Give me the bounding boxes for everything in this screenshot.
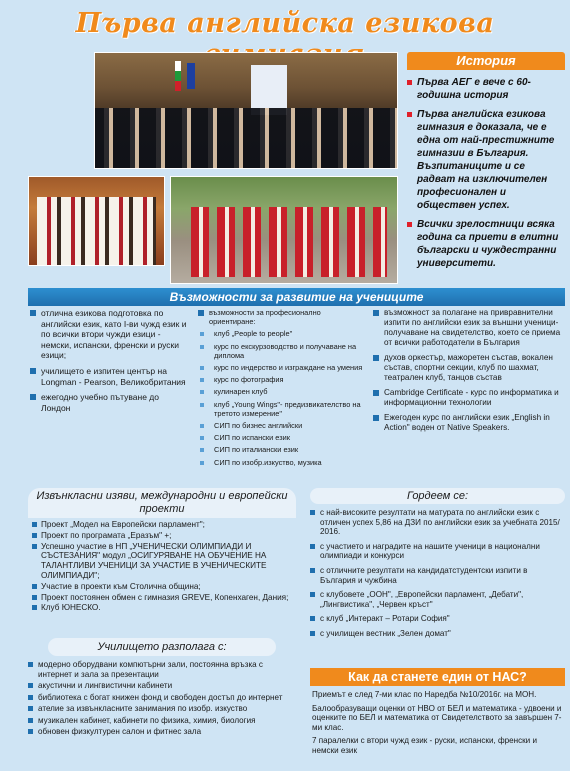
history-item: Първа АЕГ е вече с 60-годишна история (407, 76, 565, 102)
proud-list (310, 508, 565, 639)
bulgarian-flag (175, 61, 181, 91)
list-item: Участие в проекти към Столична община; (32, 582, 294, 592)
majorettes-photo (170, 176, 398, 284)
list-item: библиотека с богат книжен фонд и свободен достъп до интернет (28, 693, 296, 703)
proud-heading: Гордеем се: (310, 488, 565, 504)
opportunities-col-2 (198, 308, 368, 470)
list-item: Cambridge Certificate - курс по информатика и информационни технологии (373, 388, 563, 408)
group-photo-parliament (94, 52, 398, 169)
list-item: акустични и лингвистични кабинети (28, 681, 296, 691)
list-item: с училищен вестник „Зелен домат" (310, 629, 565, 639)
folk-dance-photo (28, 176, 165, 266)
school-heading: Училището разполага с: (48, 638, 276, 656)
list-item: курс по екскурзоводство и получаване на диплома (198, 342, 368, 360)
list-item: СИП по бизнес английски (198, 421, 368, 430)
list-item: възможност за полагане на привравнителни изпити по английски език за външни ученици- получаване на свидетелство, което се приема от всички работодатели в България (373, 308, 563, 348)
opportunities-section (28, 308, 565, 486)
extracurricular-heading: Извънкласни изяви, международни и европейски проекти (28, 488, 296, 518)
list-item: клуб „Young Wings"- предизвикателство на третото измерение" (198, 400, 368, 418)
list-item: музикален кабинет, кабинети по физика, химия, биология (28, 716, 296, 726)
students-group (95, 108, 397, 168)
list-item: модерно оборудвани компютърни зали, постоянна връзка с интернет и зала за презентации (28, 660, 296, 679)
list-item: с клубовете „ООН", „Европейски парламент, „Дебати", „Лингвистика", „Червен кръст" (310, 590, 565, 609)
list-item: СИП по италиански език (198, 445, 368, 454)
history-item: Първа английска езикова гимназия е доказала, че е една от най-престижните гимназии в България. Възпитаниците и се радват на изключителен професионален и обществен успех. (407, 108, 565, 212)
list-item: курс по фотография (198, 375, 368, 384)
admission-heading: Как да станете един от НАС? (310, 668, 565, 686)
list-item: СИП по изобр.изкуство, музика (198, 458, 368, 467)
list-item: с участието и наградите на нашите ученици в национални олимпиади и конкурси (310, 542, 565, 561)
history-panel (407, 52, 565, 282)
history-item: Всички зрелостници всяка година са приети в елитни български и чуждестранни университети. (407, 218, 565, 270)
majorettes (191, 207, 387, 277)
list-item: духов оркестър, мажоретен състав, вокален състав, спортни секции, клуб по шахмат, театрален клуб, танцов състав (373, 353, 563, 383)
list-item: Ежегоден курс по английски език „English in Action" воден от Native Speakers. (373, 413, 563, 433)
school-list (28, 660, 296, 737)
admission-panel (310, 668, 565, 768)
list-item: възможности за професионално ориентиране: (198, 308, 368, 326)
eu-flag (187, 63, 195, 89)
list-item: кулинарен клуб (198, 387, 368, 396)
list-item: ежегодно учебно пътуване до Лондон (30, 392, 190, 413)
list-item: клуб „People to people" (198, 329, 368, 338)
opportunities-col-3 (373, 308, 563, 438)
proud-panel (310, 488, 565, 666)
list-item: с най-високите резултати на матурата по английски език с отличен успех 5,86 на ДЗИ по английски език за учебната 2015/ 2016. (310, 508, 565, 537)
list-item: с клуб „Интеракт – Ротари София" (310, 614, 565, 624)
list-item: обновен физкултурен салон и фитнес зала (28, 727, 296, 737)
list-item: Проект постоянен обмен с гимназия GREVE, Копенхаген, Дания; (32, 593, 294, 603)
list-item: отлична езикова подготовка по английски език, като I-ви чужд език и по всички втори чужди езици - немски, испански, френски и руски езици; (30, 308, 190, 361)
opportunities-heading: Възможности за развитие на учениците (28, 288, 565, 306)
list-item: Клуб ЮНЕСКО. (32, 603, 294, 613)
list-item: ателие за извънкласните занимания по изобр. изкуство (28, 704, 296, 714)
folk-dancers (37, 197, 156, 265)
extracurricular-list (32, 520, 294, 614)
list-item: Успешно участие в НП „УЧЕНИЧЕСКИ ОЛИМПИАДИ И СЪСТЕЗАНИЯ" модул „ОСИГУРЯВАНЕ НА ОБУЧЕНИЕ НА ТАЛАНТЛИВИ УЧЕНИЦИ ЗА УЧАСТИЕ В УЧЕНИЧЕСКИТЕ ОЛИМПИАДИ"; (32, 542, 294, 581)
admission-text: Приемът е след 7-ми клас по Наредба №10/2016г. на МОН. (312, 690, 537, 699)
list-item: курс по индерство и изграждане на умения (198, 363, 368, 372)
list-item: Проект по програмата „Еразъм" +; (32, 531, 294, 541)
admission-text: 7 паралелки с втори чужд език - руски, испански, френски и немски език (312, 736, 537, 755)
page-title: Първа английска езикова (75, 8, 495, 39)
list-item: с отличните резултати на кандидатстудентски изпити в България и чужбина (310, 566, 565, 585)
list-item: училището е изпитен център на Longman - Pearson, Великобритания (30, 366, 190, 387)
history-list (407, 76, 565, 270)
list-item: СИП по испански език (198, 433, 368, 442)
extracurricular-panel (28, 488, 296, 613)
opportunities-col-1 (30, 308, 190, 418)
admission-text: Балообразуващи оценки от НВО от БЕЛ и математика - удвоени и оценките по БЕЛ и математика от Свидетелството за завършен 7-ми клас. (312, 703, 562, 732)
history-heading: История (407, 52, 565, 70)
list-item: Проект „Модел на Европейски парламент"; (32, 520, 294, 530)
school-facilities-panel (28, 638, 296, 766)
